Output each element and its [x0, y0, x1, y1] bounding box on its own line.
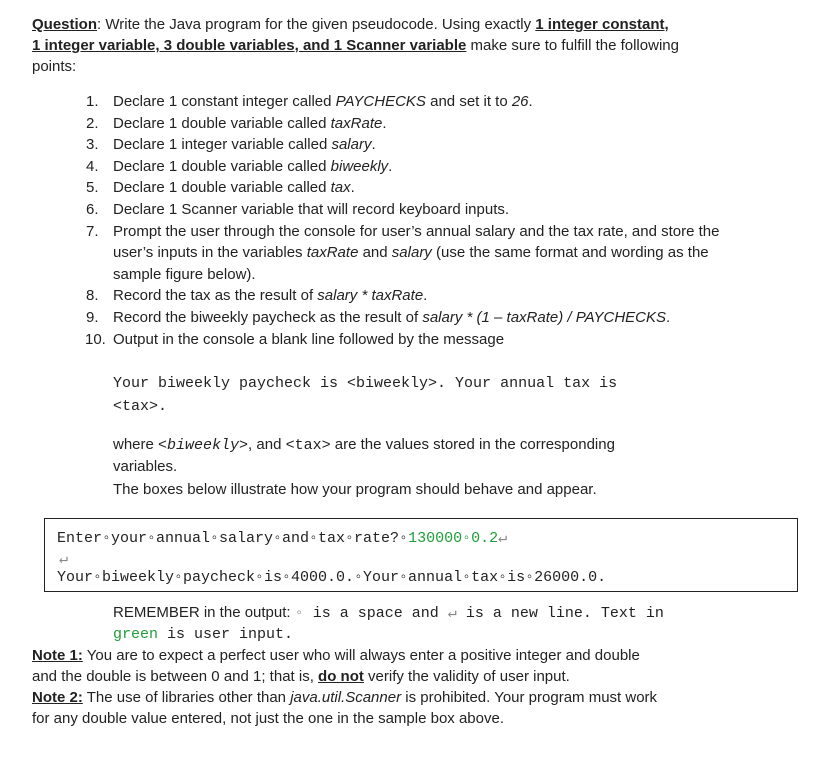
step-item: 5. Declare 1 double variable called tax.	[86, 179, 355, 197]
message-line-1: Your biweekly paycheck is <biweekly>. Your annual tax is	[113, 375, 618, 392]
newline-mark: ↵	[59, 551, 69, 568]
step-item: 3. Declare 1 integer variable called salary.	[86, 136, 376, 154]
sample-console-box	[44, 518, 798, 592]
console-prompt-line: Enter◦your◦annual◦salary◦and◦tax◦rate?◦130000◦0.2↵	[57, 530, 508, 547]
remember-paragraph: REMEMBER in the output: ◦ is a space and ↵ is a new line. Text in green is user input.	[113, 604, 664, 643]
question-paragraph	[32, 14, 792, 77]
step-item: 8. Record the tax as the result of salary * taxRate.	[86, 287, 428, 305]
question-line-1: Question: Write the Java program for the given pseudocode. Using exactly 1 integer constant,	[32, 16, 669, 33]
notes	[32, 645, 792, 729]
user-input-text: 130000◦0.2	[408, 530, 499, 547]
output-message	[113, 372, 753, 418]
step-item: 4. Declare 1 double variable called biweekly.	[86, 157, 393, 175]
step-item: 9. Record the biweekly paycheck as the result of salary * (1 – taxRate) / PAYCHECKS.	[86, 308, 671, 326]
note-1-line-2: and the double is between 0 and 1; that is, do not verify the validity of user input.	[32, 668, 570, 685]
step-item: 10. Output in the console a blank line followed by the message	[85, 330, 505, 348]
console-output-line: Your◦biweekly◦paycheck◦is◦4000.0.◦Your◦annual◦tax◦is◦26000.0.	[57, 569, 607, 586]
question-line-2: 1 integer variable, 3 double variables, and 1 Scanner variable make sure to fulfill the following	[32, 37, 679, 54]
step-item: 6. Declare 1 Scanner variable that will record keyboard inputs.	[86, 200, 510, 218]
question-line-3: points:	[32, 58, 77, 75]
note-1-line-1: Note 1: You are to expect a perfect user who will always enter a positive integer and double	[32, 647, 640, 664]
step-item: 7. Prompt the user through the console for user’s annual salary and the tax rate, and store the user’s inputs in the variables taxRate and salary (use the same format and wording as the sample figure below).	[86, 222, 720, 283]
step-item: 2. Declare 1 double variable called taxRate.	[86, 114, 387, 132]
where-paragraph: where <biweekly>, and <tax> are the values stored in the corresponding variables. The boxes below illustrate how your program should behave and appear.	[113, 436, 615, 498]
note-2-line-1: Note 2: The use of libraries other than java.util.Scanner is prohibited. Your program must work	[32, 689, 658, 706]
step-item: 1. Declare 1 constant integer called PAYCHECKS and set it to 26.	[86, 93, 533, 110]
message-line-2: <tax>.	[113, 398, 168, 415]
question-label: Question	[32, 16, 98, 33]
note-2-line-2: for any double value entered, not just the one in the sample box above.	[32, 710, 504, 727]
steps-list	[86, 91, 726, 350]
